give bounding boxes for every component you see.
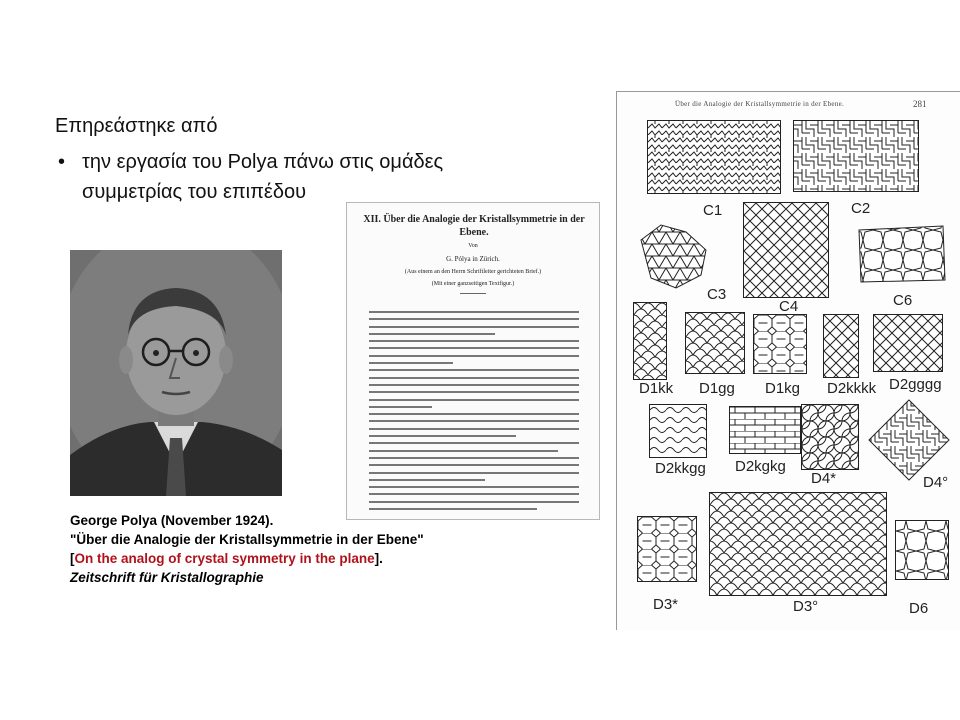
- paper-text-line: [369, 420, 579, 422]
- tile-c2: [793, 120, 919, 192]
- bullet-icon: •: [58, 151, 66, 173]
- caption-journal: Zeitschrift für Kristallographie: [70, 570, 264, 585]
- paper-note-1: (Aus einem an den Herrn Schriftleiter gerichteten Brief.): [404, 269, 542, 275]
- paper-first-page: [346, 202, 600, 520]
- tile-d1kg: [753, 314, 807, 374]
- paper-text-line: [369, 340, 579, 342]
- paper-text-line: [369, 479, 485, 481]
- caption-bracket-close: ].: [374, 551, 383, 566]
- symmetry-plate: [616, 91, 960, 630]
- paper-text-line: [369, 333, 495, 335]
- label-c1: C1: [703, 202, 723, 219]
- paper-text-line: [369, 501, 579, 503]
- caption-title-de: "Über die Analogie der Kristallsymmetrie in der Ebene": [70, 532, 424, 547]
- slide-heading: Επηρεάστηκε από: [55, 115, 218, 137]
- paper-text-line: [369, 435, 516, 437]
- paper-text-line: [369, 347, 579, 349]
- caption-line-3: [70, 549, 490, 568]
- plate-page-number: 281: [913, 99, 927, 109]
- paper-text-line: [369, 391, 579, 393]
- label-d3o: D3°: [793, 598, 819, 615]
- tile-d4o: [867, 398, 951, 482]
- tile-d2kkkk: [823, 314, 859, 378]
- portrait-photo: [70, 250, 282, 496]
- paper-text-line: [369, 355, 579, 357]
- caption-title-en: On the analog of crystal symmetry in the plane: [74, 551, 375, 566]
- paper-text-line: [369, 399, 579, 401]
- label-c2: C2: [851, 200, 871, 217]
- label-d1kg: D1kg: [765, 380, 801, 397]
- tile-c6: [853, 220, 949, 286]
- paper-text-line: [369, 428, 579, 430]
- paper-divider: [460, 293, 486, 294]
- label-d2kkkk: D2kkkk: [827, 380, 877, 397]
- paper-text-line: [369, 326, 579, 328]
- caption-date: (November 1924).: [160, 513, 274, 528]
- label-d2kgkg: D2kgkg: [735, 458, 786, 475]
- label-c6: C6: [893, 292, 913, 309]
- tile-d6: [895, 520, 949, 580]
- tile-c4: [743, 202, 829, 298]
- paper-text-line: [369, 493, 579, 495]
- paper-text-line: [369, 384, 579, 386]
- paper-note-2: (Mit einer ganzseitigen Textfigur.): [431, 281, 515, 287]
- tile-c3: [631, 220, 717, 292]
- paper-von: Von: [468, 243, 478, 249]
- reference-caption: [70, 511, 490, 587]
- label-c3: C3: [707, 286, 727, 303]
- paper-text-line: [369, 508, 537, 510]
- paper-title: XII. Über die Analogie der Kristallsymmetrie in der Ebene.: [363, 214, 585, 238]
- caption-author: George Polya: [70, 513, 158, 528]
- paper-text-line: [369, 318, 579, 320]
- tile-d2kgkg: [729, 406, 801, 454]
- paper-text-line: [369, 442, 579, 444]
- label-d2kkgg: D2kkgg: [655, 460, 706, 477]
- label-d3star: D3*: [653, 596, 679, 613]
- paper-text-line: [369, 406, 432, 408]
- paper-text-line: [369, 311, 579, 313]
- tile-d2kkgg: [649, 404, 707, 458]
- tile-d4star: [801, 404, 859, 470]
- tile-d1kk: [633, 302, 667, 380]
- caption-bracket-open: [: [70, 551, 75, 566]
- paper-text-line: [369, 486, 579, 488]
- plate-header: Über die Analogie der Kristallsymmetrie in der Ebene.: [675, 100, 845, 108]
- label-d4star: D4*: [811, 470, 837, 487]
- paper-body-text: [369, 311, 579, 515]
- paper-text-line: [369, 450, 558, 452]
- label-c4: C4: [779, 298, 799, 315]
- tile-d2gggg: [873, 314, 943, 372]
- label-d1gg: D1gg: [699, 380, 735, 397]
- tile-c1: [647, 120, 781, 194]
- paper-text-line: [369, 464, 579, 466]
- paper-text-line: [369, 369, 579, 371]
- paper-text-line: [369, 413, 579, 415]
- tile-d1gg: [685, 312, 745, 374]
- tile-d3o: [709, 492, 887, 596]
- paper-text-line: [369, 362, 453, 364]
- label-d2gggg: D2gggg: [889, 376, 942, 393]
- label-d6: D6: [909, 600, 929, 617]
- paper-text-line: [369, 457, 579, 459]
- paper-text-line: [369, 472, 579, 474]
- label-d4o: D4°: [923, 474, 949, 491]
- paper-author: G. Pólya in Zürich.: [446, 255, 500, 263]
- label-d1kk: D1kk: [639, 380, 674, 397]
- paper-text-line: [369, 377, 579, 379]
- bullet-text: την εργασία του Polya πάνω στις ομάδες συμμετρίας του επιπέδου: [82, 151, 444, 203]
- tile-d3star: [637, 516, 697, 582]
